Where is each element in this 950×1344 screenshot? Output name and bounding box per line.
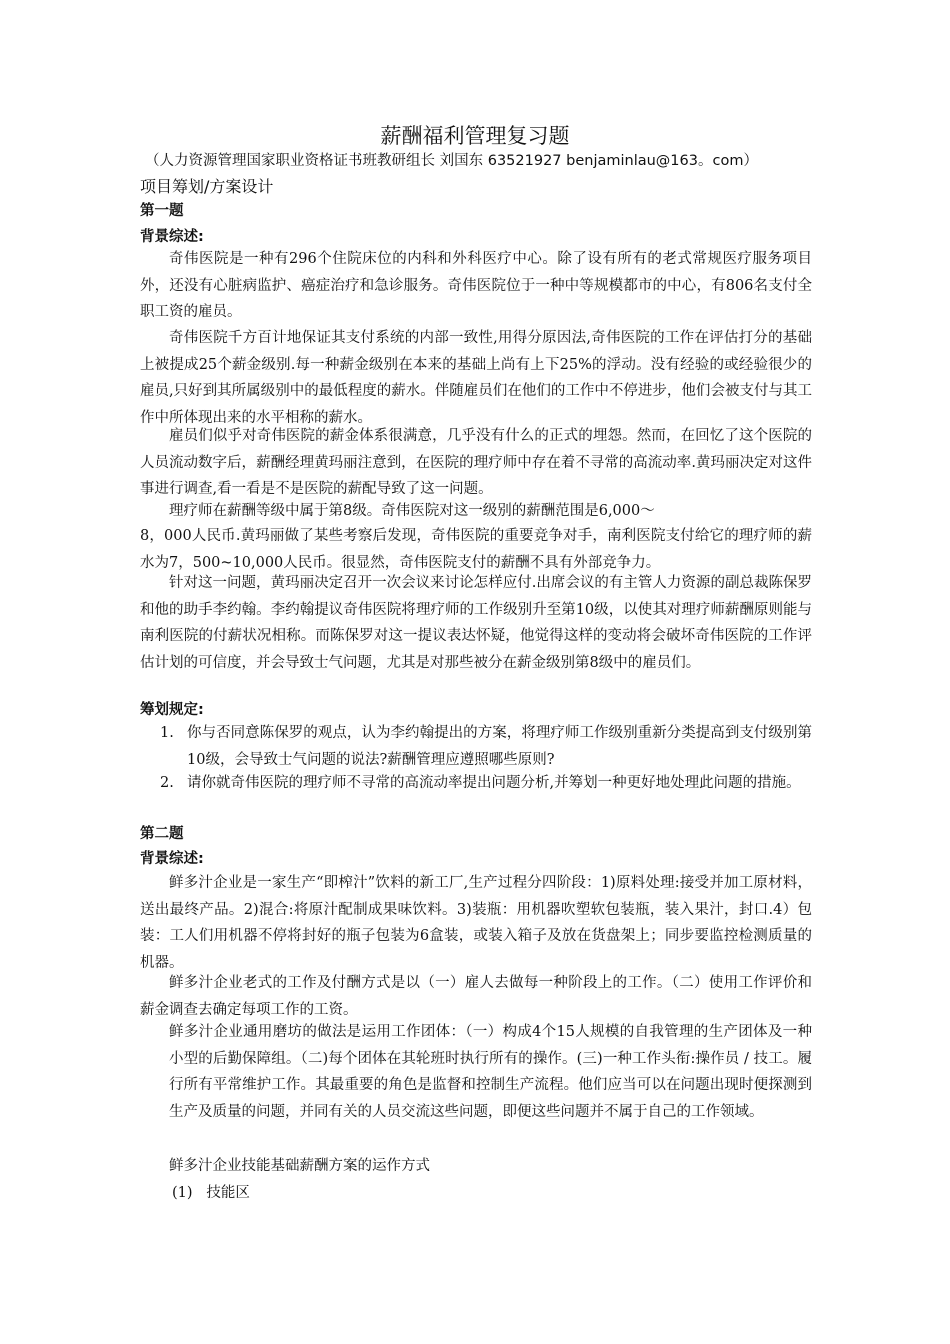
task-text: 你与否同意陈保罗的观点，认为李约翰提出的方案，将理疗师工作级别重新分类提高到支付级别第10级，会导致士气问题的说法?薪酬管理应遵照哪些原则? — [187, 725, 812, 768]
task-text: 请你就奇伟医院的理疗师不寻常的高流动率提出问题分析,并筹划一种更好地处理此问题的措施。 — [187, 775, 801, 791]
q2-subheading: 鲜多汁企业技能基础薪酬方案的运作方式 — [169, 1158, 430, 1174]
document-title: 薪酬福利管理复习题 — [380, 124, 570, 148]
q2-background-label: 背景综述: — [140, 851, 204, 867]
q2-paragraph-1: 鲜多汁企业是一家生产“即榨汁”饮料的新工厂,生产过程分四阶段：1)原料处理:接受并加工原材料，送出最终产品。2)混合:将原汁配制成果味饮料。3)装瓶：用机器吹塑软包装瓶，装入果汁，封口.4）包装：工人们用机器不停将封好的瓶子包装为6盒装，或装入箱子及放在货盘架上；同步要监控检测质量的机器。 — [140, 875, 812, 971]
q2-heading: 第二题 — [140, 826, 184, 842]
q2-paragraph-3: 鲜多汁企业通用磨坊的做法是运用工作团体：（一）构成4个15人规模的自我管理的生产团体及一种小型的后勤保障组。（二)每个团体在其轮班时执行所有的操作。(三)一种工作头衔:操作员 / 技工。履行所有平常维护工作。其最重要的角色是监督和控制生产流程。他们应当可以在问题出现时便探测到生产及质量的问题，并同有关的人员交流这些问题，即便这些问题并不属于自己的工作领域。 — [169, 1024, 812, 1120]
task-number: 1. — [160, 725, 174, 741]
q1-plan-label: 筹划规定: — [140, 702, 204, 718]
q1-paragraph-6: 针对这一问题，黄玛丽决定召开一次会议来讨论怎样应付.出席会议的有主管人力资源的副总裁陈保罗和他的助手李约翰。李约翰提议奇伟医院将理疗师的工作级别升至第10级，以使其对理疗师薪酬原则能与南利医院的付薪状况相称。而陈保罗对这一提议表达怀疑，他觉得这样的变动将会破坏奇伟医院的工作评估计划的可信度，并会导致士气问题，尤其是对那些被分在薪金级别第8级中的雇员们。 — [140, 575, 812, 671]
q1-task-2 — [160, 770, 812, 797]
q1-paragraph-4: 理疗师在薪酬等级中属于第8级。奇伟医院对这一级别的薪酬范围是6,000～ — [169, 503, 655, 519]
q1-background-label: 背景综述: — [140, 229, 204, 245]
document-subtitle: （人力资源管理国家职业资格证书班教研组长 刘国东 63521927 benjaminlau@163。com） — [145, 153, 758, 169]
q1-paragraph-3: 雇员们似乎对奇伟医院的薪金体系很满意，几乎没有什么的正式的埋怨。然而，在回忆了这个医院的人员流动数字后，薪酬经理黄玛丽注意到，在医院的理疗师中存在着不寻常的高流动率.黄玛丽决定对这件事进行调查,看一看是不是医院的薪配导致了这一问题。 — [140, 428, 812, 498]
q2-paragraph-2: 鲜多汁企业老式的工作及付酬方式是以（一）雇人去做每一种阶段上的工作。（二）使用工作评价和薪金调查去确定每项工作的工资。 — [140, 975, 812, 1018]
q1-paragraph-2: 奇伟医院千方百计地保证其支付系统的内部一致性,用得分原因法,奇伟医院的工作在评估打分的基础上被提成25个薪金级别.每一种薪金级别在本来的基础上尚有上下25%的浮动。没有经验的或经验很少的雇员,只好到其所属级别中的最低程度的薪水。伴随雇员们在他们的工作中不停进步，他们会被支付与其工作中所体现出来的水平相称的薪水。 — [140, 330, 812, 426]
q1-paragraph-5: 8，000人民币.黄玛丽做了某些考察后发现，奇伟医院的重要竞争对手，南利医院支付给它的理疗师的薪水为7，500~10,000人民币。很显然，奇伟医院支付的薪酬不具有外部竞争力。 — [140, 528, 812, 571]
q1-task-1 — [160, 720, 812, 773]
task-number: 2. — [160, 775, 174, 791]
q2-list-item-skill-area: (1) 技能区 — [172, 1185, 250, 1201]
section-title: 项目筹划/方案设计 — [140, 177, 274, 196]
q1-heading: 第一题 — [140, 203, 184, 219]
q1-paragraph-1: 奇伟医院是一种有296个住院床位的内科和外科医疗中心。除了设有所有的老式常规医疗服务项目外，还没有心脏病监护、癌症治疗和急诊服务。奇伟医院位于一种中等规模都市的中心，有806名支付全职工资的雇员。 — [140, 251, 812, 321]
